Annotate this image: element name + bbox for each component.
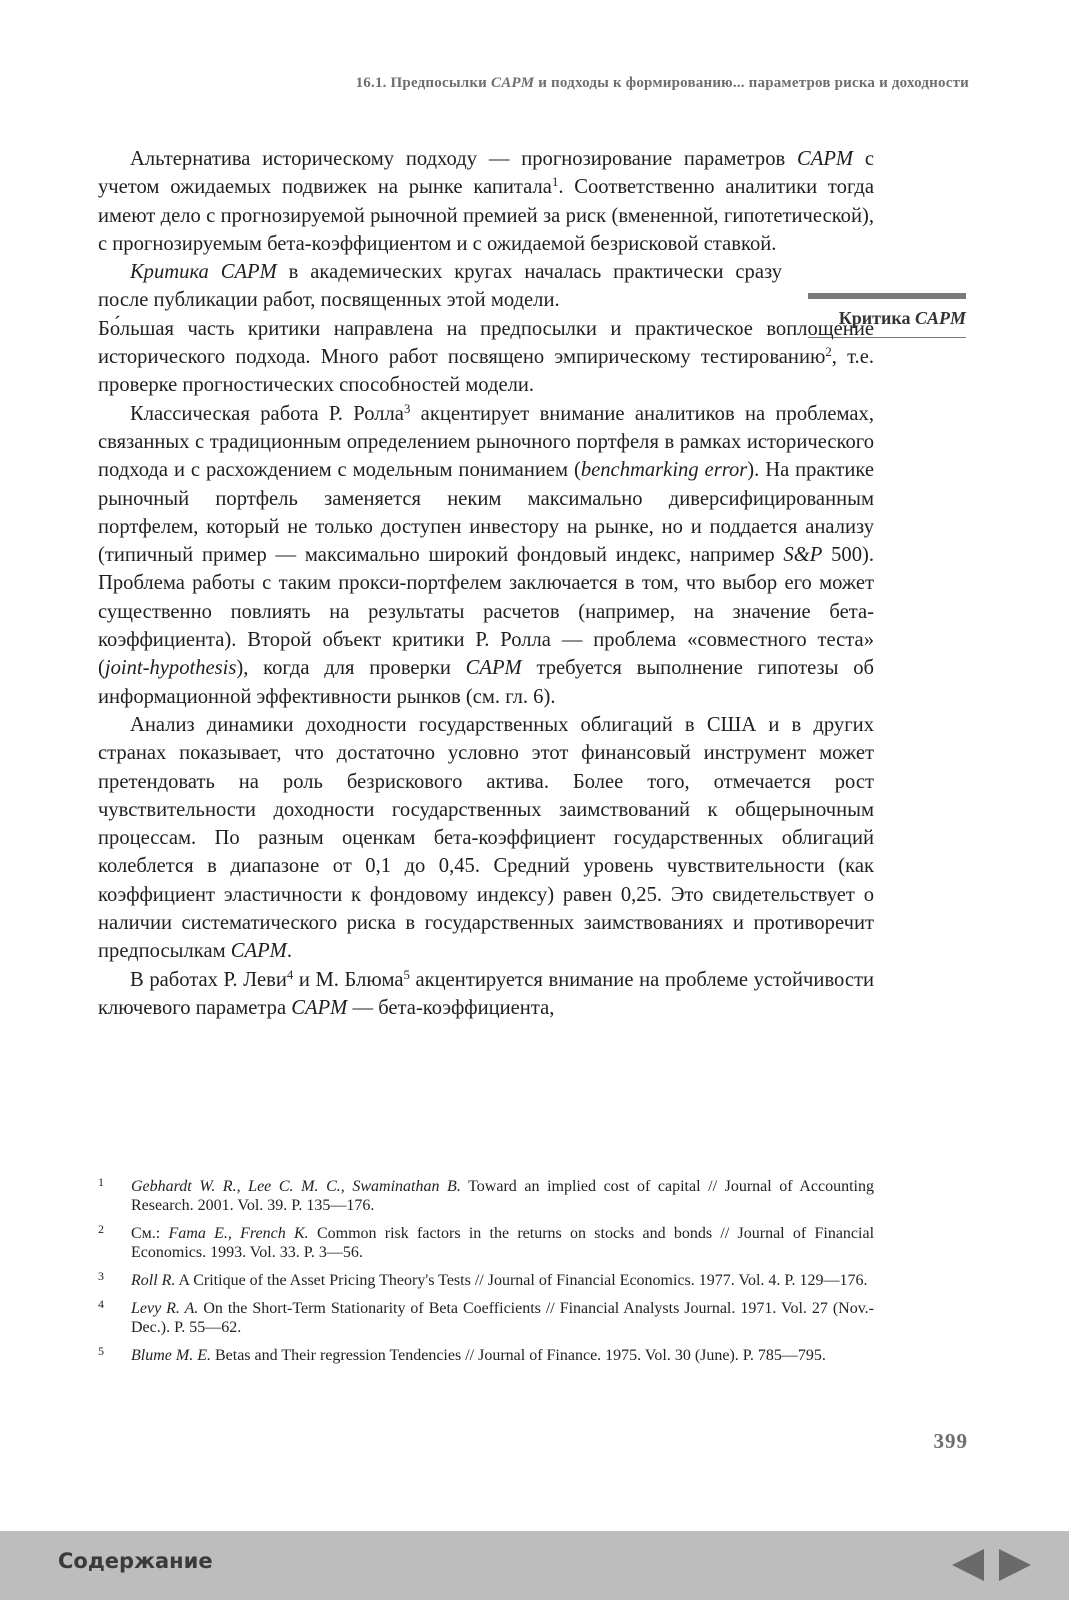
margin-note-label: Критика xyxy=(838,308,915,328)
footnote-3 xyxy=(98,1271,874,1290)
text: и М. Блюма xyxy=(293,968,404,991)
contents-link[interactable]: Содержание xyxy=(58,1549,213,1573)
text: с учетом ожидаемых подвижек на рынке капитала xyxy=(98,148,875,199)
footnote-number: 3 xyxy=(98,1269,104,1283)
footnote-text: A Critique of the Asset Pricing Theory's Tests // Journal of Financial Economics. 1977. Vol. 4. P. 129—176. xyxy=(175,1272,868,1289)
text: акцентирует внимание аналитиков на проблемах, связанных с традиционным определением рыночного портфеля в рамках исторического подхода и с расхождением с модельным пониманием ( xyxy=(98,402,874,482)
term-capm: CAPM xyxy=(797,148,854,170)
text: ). На практике рыночный портфель заменяется неким максимально диверсифицированным портфелем, который не только доступен инвестору на рынке, но и поддается анализу (типичный пример — максимально широкий фондовый индекс, например xyxy=(98,459,874,567)
paragraph-1 xyxy=(98,145,874,258)
term-capm-critique: Критика CAPM xyxy=(130,261,277,284)
footnote-ref-2[interactable]: 2 xyxy=(825,345,832,360)
footnote-ref-3[interactable]: 3 xyxy=(403,401,411,416)
footnote-authors: Gebhardt W. R., Lee C. M. C., Swaminathan B. xyxy=(131,1178,461,1195)
text: в академических кругах началась практически сразу после публикации работ, посвященных этой модели. xyxy=(98,261,782,312)
footnote-ref-4[interactable]: 4 xyxy=(286,967,294,982)
term-sp: S&P xyxy=(783,544,823,567)
text: Классическая работа Р. Ролла xyxy=(130,402,404,425)
text: Альтернатива историческому подходу — прогнозирование параметров xyxy=(130,148,798,170)
text: Анализ динамики доходности государственных облигаций в США и в других странах показывает, что достаточно условно этот финансовый инструмент может претендовать на роль безрискового актива. Более того, отмечается рост чувствительности доходности государственных заимствований к общерыночным процессам. По разным оценкам бета-коэффициент государственных облигаций колеблется в диапазоне от 0,1 до 0,45. Средний уровень чувствительности (как коэффициент эластичности к фондовому индексу) равен 0,25. Это свидетельствует о наличии систематического риска в государственных заимствованиях и противоречит предпосылкам xyxy=(98,713,874,963)
page-number: 399 xyxy=(933,1429,968,1453)
text: . Соответственно аналитики тогда имеют дело с прогнозируемой рыночной премией за риск (вмененной, гипотетической), с прогнозируемым бета-коэффициентом и с ожидаемой безрисковой ставкой. xyxy=(98,176,874,255)
bottom-navigation-bar xyxy=(0,1531,1069,1600)
running-head-capm: CAPM xyxy=(490,75,535,91)
running-head-part: и подходы к формированию... параметров риска и доходности xyxy=(534,75,969,91)
margin-note-capm: CAPM xyxy=(914,308,966,328)
footnote-1 xyxy=(98,1177,874,1215)
footnote-text: Toward an implied cost of capital // Journal of Accounting Research. 2001. Vol. 39. P. 135—176. xyxy=(131,1178,875,1214)
text: акцентируется внимание на проблеме устойчивости ключевого параметра xyxy=(98,968,874,1019)
text: В работах Р. Леви xyxy=(130,968,287,991)
running-head xyxy=(356,75,969,92)
text: , т.е. проверке прогностических способностей модели. xyxy=(98,346,874,397)
paragraph-3 xyxy=(98,400,874,711)
paragraph-4 xyxy=(98,711,874,966)
footnote-authors: Blume M. E. xyxy=(131,1347,211,1364)
text: требуется выполнение гипотезы об информационной эффективности рынков (см. гл. 6). xyxy=(98,657,874,708)
text: . xyxy=(286,940,292,963)
running-head-part: 16.1. Предпосылки xyxy=(355,75,491,91)
footnote-authors: Roll R. xyxy=(131,1272,176,1289)
text: Бо́льшая часть критики направлена на предпосылки и практическое воплощение исторического подхода. Много работ посвящено эмпирическому тестированию xyxy=(98,317,874,369)
text: 500). Проблема работы с таким прокси-портфелем заключается в том, что выбор его может существенно повлиять на результаты расчетов (например, на значение бета-коэффициента). Второй объект критики Р. Ролла — проблема «совместного теста» ( xyxy=(98,544,874,680)
footnote-4 xyxy=(98,1299,874,1337)
footnotes xyxy=(98,1177,874,1374)
footnote-authors: Levy R. A. xyxy=(131,1300,199,1317)
footnote-5 xyxy=(98,1346,874,1365)
term-joint-hypothesis: joint-hypothesis xyxy=(104,657,237,680)
footnote-2 xyxy=(98,1224,874,1262)
footnote-ref-1[interactable]: 1 xyxy=(551,175,559,190)
text: ), когда для проверки xyxy=(236,657,466,680)
footnote-text: Common risk factors in the returns on stocks and bonds // Journal of Financial Economics. 1993. Vol. 33. P. 3—56. xyxy=(131,1225,875,1261)
footnote-ref-5[interactable]: 5 xyxy=(403,967,410,982)
footnote-text: On the Short-Term Stationarity of Beta Coefficients // Financial Analysts Journal. 1971. Vol. 27 (Nov.-Dec.). P. 55—62. xyxy=(131,1300,874,1336)
paragraph-5 xyxy=(98,966,874,1023)
term-benchmarking-error: benchmarking error xyxy=(580,459,748,482)
footnote-prefix: См.: xyxy=(131,1225,169,1242)
term-capm: CAPM xyxy=(291,996,348,1019)
term-capm: CAPM xyxy=(465,657,522,680)
footnote-number: 5 xyxy=(98,1344,104,1358)
footnote-number: 4 xyxy=(98,1297,104,1311)
footnote-authors: Fama E., French K. xyxy=(168,1225,309,1242)
arrow-right-icon[interactable] xyxy=(999,1549,1031,1581)
paragraph-2 xyxy=(98,258,782,315)
body-text xyxy=(98,145,874,1022)
paragraph-2-continued xyxy=(98,315,874,400)
footnote-number: 2 xyxy=(98,1222,104,1236)
text: — бета-коэффициента, xyxy=(347,996,555,1019)
footnote-number: 1 xyxy=(98,1175,104,1189)
arrow-left-icon[interactable] xyxy=(952,1549,984,1581)
term-capm: CAPM xyxy=(230,940,287,963)
footnote-text: Betas and Their regression Tendencies // Journal of Finance. 1975. Vol. 30 (June). P. 785—795. xyxy=(210,1347,826,1364)
